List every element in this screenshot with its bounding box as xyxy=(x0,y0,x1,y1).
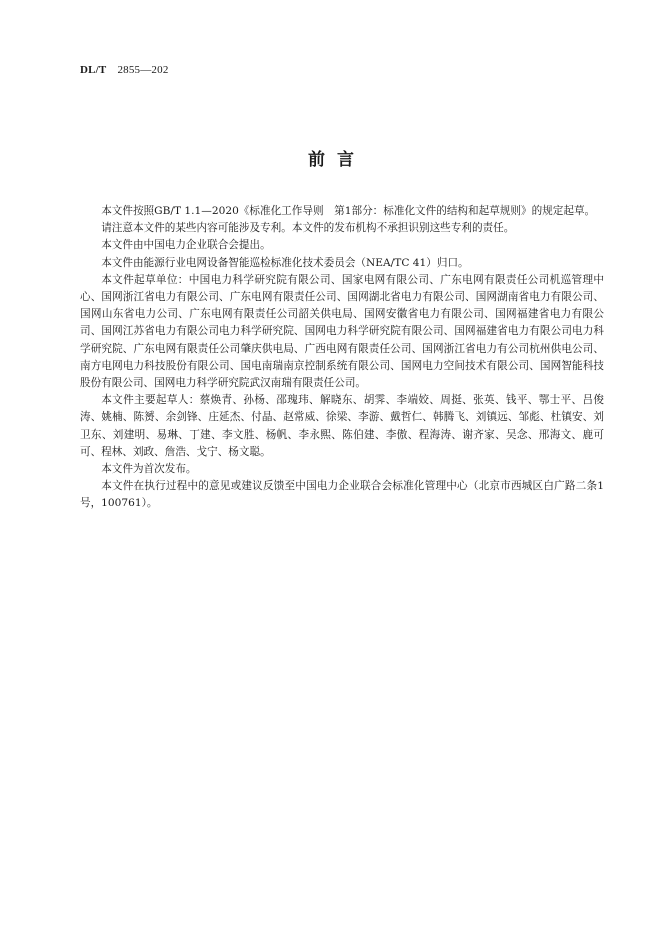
paragraph-patent-notice: 请注意本文件的某些内容可能涉及专利。本文件的发布机构不承担识别这些专利的责任。 xyxy=(101,222,515,235)
paragraph-first-release: 本文件为首次发布。 xyxy=(101,463,197,476)
standard-code: DL/T xyxy=(80,64,107,76)
paragraph-feedback: 本文件在执行过程中的意见或建议反馈至中国电力企业联合会标准化管理中心（北京市西城区白广路二条1号，100761）。 xyxy=(80,480,604,510)
section-title: 前言 xyxy=(308,150,366,170)
paragraph-drafters: 本文件主要起草人：蔡焕青、孙杨、邵瑰玮、解晓东、胡霁、李端姣、周挺、张英、钱平、鄂士平、吕俊涛、姚楠、陈赟、余剑锋、庄延杰、付晶、赵常威、徐梁、李游、戴哲仁、韩腾飞、刘镇远、邹彪、杜镇安、刘卫东、刘建明、易琳、丁建、李文胜、杨帆、李永熙、陈伯建、李傲、程海涛、谢齐家、吴念、邢海文、鹿可可、程林、刘政、詹浩、戈宁、杨文聪。 xyxy=(80,394,604,458)
paragraph-drafting-units: 本文件起草单位：中国电力科学研究院有限公司、国家电网有限公司、广东电网有限责任公司机巡管理中心、国网浙江省电力有限公司、广东电网有限责任公司、国网湖北省电力有限公司、国网湖南省电力有限公司、国网山东省电力公司、广东电网有限责任公司韶关供电局、国网安徽省电力有限公司、国网福建省电力有限公司、国网江苏省电力有限公司电力科学研究院、国网电力科学研究院有限公司、国网福建省电力有限公司电力科学研究院、广东电网有限责任公司肇庆供电局、广西电网有限责任公司、国网浙江省电力有公司杭州供电公司、南方电网电力科技股份有限公司、国电南瑞南京控制系统有限公司、国网电力空间技术有限公司、国网智能科技股份有限公司、国网电力科学研究院武汉南瑞有限责任公司。 xyxy=(80,273,604,390)
standard-header xyxy=(80,64,169,76)
preface-body xyxy=(80,203,604,513)
paragraph-committee: 本文件由能源行业电网设备智能巡检标准化技术委员会（NEA/TC 41）归口。 xyxy=(101,256,469,269)
paragraph-drafting-rules: 本文件按照GB/T 1.1—2020《标准化工作导则 第1部分：标准化文件的结构和起草规则》的规定起草。 xyxy=(101,205,596,217)
standard-number: 2855—202 xyxy=(117,64,169,76)
paragraph-proposer: 本文件由中国电力企业联合会提出。 xyxy=(101,239,271,252)
